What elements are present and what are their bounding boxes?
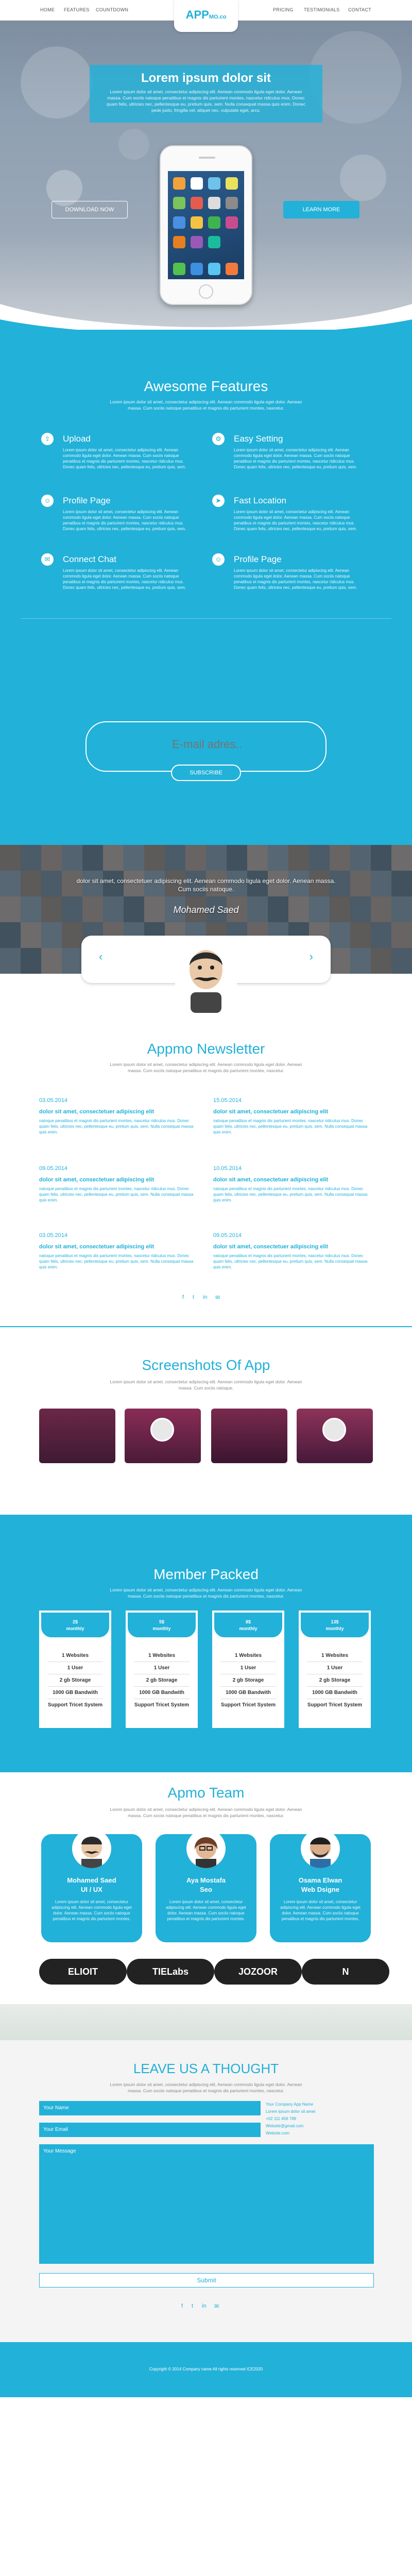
divider [220, 1686, 276, 1687]
member-role: Web Dsigne [301, 1886, 340, 1893]
plan-feature: 1 User [153, 1665, 170, 1671]
plan-price: 13$ [331, 1619, 339, 1624]
post-text: natoque penatibus et magnis dis parturient montes, nascetur ridiculus mus. Donec quam felis, ultricies nec, pellentesque eu, pretium quis, sem. Nulla consequat massa quis enim. [39, 1187, 194, 1202]
facebook-icon[interactable]: f [182, 1294, 184, 1300]
bokeh-light [309, 31, 402, 124]
chevron-right-icon[interactable]: › [309, 950, 313, 963]
feature-title: Connect Chat [63, 554, 116, 564]
nav-link-contact[interactable]: CONTACT [348, 7, 371, 12]
newsletter-section [0, 659, 412, 845]
pricing-plan[interactable] [299, 1611, 371, 1728]
plan-feature: 1000 GB Bandwith [139, 1690, 184, 1696]
divider [47, 1686, 103, 1687]
app-icon [173, 177, 185, 190]
screenshot-thumbnail[interactable] [125, 1409, 201, 1463]
member-bio: Lorem ipsum dolor sit amet, consectetur adipiscing elit. Aenean commodo ligula eget dolor. Aenean massa. Cum sociis natoque penatibus et magnis dis parturient montes. [52, 1900, 132, 1921]
post-text: natoque penatibus et magnis dis parturient montes, nascetur ridiculus mus. Donec quam felis, ultricies nec, pellentesque eu, pretium quis, sem. Nulla consequat massa quis enim. [213, 1253, 368, 1269]
nav-link-countdown[interactable]: COUNTDOWN [96, 7, 129, 12]
app-icon [191, 197, 203, 209]
plan-feature: 2 gb Storage [146, 1677, 178, 1683]
feature-text: Lorem ipsum dolor sit amet, consectetur adipiscing elit. Aenean commodo ligula eget dolor. Aenean massa. Cum sociis natoque penatibus et magnis dis parturient montes, nascetur ridiculus mus. Donec quam felis, ultricies nec, pellentesque eu, pretium quis, sem. [63, 448, 186, 469]
feature-title: Upload [63, 434, 91, 444]
section-divider [0, 289, 412, 330]
feature-title: Profile Page [63, 496, 111, 505]
post-title[interactable]: dolor sit amet, consectetuer adipiscing elit [39, 1177, 154, 1183]
subscribe-button[interactable]: SUBSCRIBE [171, 765, 241, 781]
member-name: Osama Elwan [298, 1876, 342, 1884]
plan-feature: Support Tricet System [220, 1702, 276, 1708]
phone-speaker [199, 157, 215, 159]
divider [134, 1686, 190, 1687]
email-field[interactable]: Your Email [39, 2123, 261, 2137]
team-subtitle: Lorem ipsum dolor sit amet, consectetur adipiscing elit. Aenean commodo ligula eget dolor. Aenean massa. Cum sociis natoque penatibus et magnis dis parturient montes, nascetur. [110, 1807, 302, 1818]
app-icon [208, 236, 220, 248]
user-icon: ☺ [41, 495, 54, 507]
feature-text: Lorem ipsum dolor sit amet, consectetur adipiscing elit. Aenean commodo ligula eget dolor. Aenean massa. Cum sociis natoque penatibus et magnis dis parturient montes, nascetur ridiculus mus. Donec quam felis, ultricies nec, pellentesque eu, pretium quis, sem. [234, 448, 357, 469]
contact-title: LEAVE US A THOUGHT [133, 2061, 279, 2076]
screenshot-thumbnail[interactable] [39, 1409, 115, 1463]
post-text: natoque penatibus et magnis dis parturient montes, nascetur ridiculus mus. Donec quam felis, ultricies nec, pellentesque eu, pretium quis, sem. Nulla consequat massa quis enim. [213, 1187, 368, 1202]
member-bio: Lorem ipsum dolor sit amet, consectetur adipiscing elit. Aenean commodo ligula eget dolor. Aenean massa. Cum sociis natoque penatibus et magnis dis parturient montes. [280, 1900, 360, 1921]
hero-text: Lorem ipsum dolor sit amet, consectetur adipiscing elit. Aenean commodo ligula eget dolor. Aenean massa. Cum sociis natoque penatibus et magnis dis parturient montes, nascetur ridiculus mus. Donec quam felis, ultricies nec, pellentesque eu, pretium quis, sem. Nulla consequat massa quis enim. Donec pede justo, fringilla vel, aliquet nec, vulputate eget, arcu. [107, 89, 305, 113]
testimonial-avatar [175, 941, 237, 1018]
plan-feature: 1 User [327, 1665, 343, 1671]
app-icon [226, 177, 238, 190]
member-name: Aya Mostafa [186, 1876, 226, 1884]
post-text: natoque penatibus et magnis dis parturient montes, nascetur ridiculus mus. Donec quam felis, ultricies nec, pellentesque eu, pretium quis, sem. Nulla consequat massa quis enim. [39, 1253, 194, 1269]
plan-price: 5$ [159, 1619, 164, 1624]
team-member-card [156, 1834, 256, 1942]
app-icon [208, 216, 220, 229]
album-art [322, 1418, 346, 1442]
app-icon [208, 197, 220, 209]
client-logo[interactable]: TIELabs [127, 1959, 214, 1985]
logo-sub: MO.co [209, 14, 227, 20]
contact-info-line: Website@gmail.com [266, 2124, 304, 2128]
submit-button[interactable]: Submit [39, 2273, 374, 2287]
plan-feature: 1 User [67, 1665, 83, 1671]
chat-icon: ✉ [41, 553, 54, 566]
clients-section [0, 1947, 412, 2004]
hero-banner [90, 65, 322, 123]
plan-feature: 2 gb Storage [319, 1677, 351, 1683]
post-title[interactable]: dolor sit amet, consectetuer adipiscing elit [213, 1244, 329, 1250]
team-section [0, 1772, 412, 1947]
plan-period: monthly [66, 1626, 84, 1631]
gear-icon: ⚙ [212, 433, 225, 445]
pricing-subtitle: Lorem ipsum dolor sit amet, consectetur adipiscing elit. Aenean commodo ligula eget dolor. Aenean massa. Cum sociis natoque penatibus et magnis dis parturient montes, nascetur. [110, 1587, 302, 1599]
contact-info-line: Lorem ipsum dolor sit amet [266, 2109, 316, 2114]
contact-info-line: +02 111 456 789 [266, 2116, 297, 2121]
location-icon: ➤ [212, 495, 225, 507]
blog-section [0, 1030, 412, 1345]
testimonial-quote: dolor sit amet, consectetuer adipiscing elit. Aenean commodo ligula eget dolor. Aenean massa. Cum sociis natoque. [76, 877, 336, 893]
twitter-icon[interactable]: t [193, 1294, 195, 1300]
bokeh-light [118, 129, 149, 160]
plan-feature: 1000 GB Bandwith [53, 1690, 98, 1696]
bokeh-light [340, 155, 386, 201]
member-bio: Lorem ipsum dolor sit amet, consectetur adipiscing elit. Aenean commodo ligula eget dolor. Aenean massa. Cum sociis natoque penatibus et magnis dis parturient montes. [166, 1900, 246, 1921]
twitter-icon[interactable]: t [192, 2303, 194, 2309]
app-icon [191, 263, 203, 275]
avatar [72, 1829, 111, 1868]
post-date: 09.05.2014 [213, 1232, 242, 1239]
app-icon [173, 236, 185, 248]
nav-link-pricing[interactable]: PRICING [273, 7, 294, 12]
app-icon [173, 216, 185, 229]
copyright: Copyright © 2014 Company name All rights reserved ICE2020 [149, 2367, 263, 2371]
avatar [175, 941, 237, 1018]
plan-feature: 1 Websites [234, 1653, 262, 1658]
client-logo[interactable]: ELIOIT [39, 1959, 127, 1985]
contact-info-line: Your Company App Name [266, 2102, 314, 2107]
post-date: 03.05.2014 [39, 1097, 68, 1104]
app-icon [173, 197, 185, 209]
feature-title: Fast Location [234, 496, 287, 505]
chevron-left-icon[interactable]: ‹ [99, 950, 103, 963]
pricing-plan[interactable] [212, 1611, 284, 1728]
divider [21, 618, 391, 619]
app-icon [173, 263, 185, 275]
features-title: Awesome Features [144, 378, 268, 394]
hero-section [0, 0, 412, 330]
user-icon: ☺ [212, 553, 225, 566]
pricing-plan[interactable] [126, 1611, 198, 1728]
pricing-section [0, 1515, 412, 1772]
avatar [301, 1829, 340, 1868]
blog-subtitle: Lorem ipsum dolor sit amet, consectetur adipiscing elit. Aenean commodo ligula eget dolor. Aenean massa. Cum sociis natoque penatibus et magnis dis parturient montes, nascetur. [110, 1062, 302, 1073]
linkedin-icon[interactable]: in [203, 1294, 208, 1300]
app-icon [226, 263, 238, 275]
pricing-plan[interactable] [39, 1611, 111, 1728]
email-icon[interactable]: ✉ [214, 2303, 219, 2310]
blog-title: Appmo Newsletter [147, 1041, 265, 1057]
plan-period: monthly [325, 1626, 344, 1631]
post-title[interactable]: dolor sit amet, consectetuer adipiscing elit [39, 1109, 154, 1115]
screenshots-title: Screenshots Of App [142, 1357, 270, 1373]
member-role: UI / UX [81, 1886, 102, 1893]
feature-title: Profile Page [234, 554, 282, 564]
learn-more-button[interactable]: LEARN MORE [283, 201, 359, 218]
app-icon [191, 236, 203, 248]
team-member-card [41, 1834, 142, 1942]
member-name: Mohamed Saed [67, 1876, 116, 1884]
email-field[interactable] [87, 738, 328, 751]
features-subtitle: Lorem ipsum dolor sit amet, consectetur adipiscing elit. Aenean commodo ligula eget dolor. Aenean massa. Cum sociis natoque penatibus et magnis dis parturient montes, nascetur. [110, 399, 302, 411]
footer [0, 2342, 412, 2397]
bokeh-light [21, 46, 93, 118]
feature-text: Lorem ipsum dolor sit amet, consectetur adipiscing elit. Aenean commodo ligula eget dolor. Aenean massa. Cum sociis natoque penatibus et magnis dis parturient montes, nascetur ridiculus mus. Donec quam felis, ultricies nec, pellentesque eu, pretium quis, sem. [63, 510, 186, 531]
upload-icon: ⇪ [41, 433, 54, 445]
hero-title: Lorem ipsum dolor sit [141, 71, 271, 85]
linkedin-icon[interactable]: in [202, 2303, 207, 2309]
app-icon [191, 216, 203, 229]
plan-feature: 1 Websites [61, 1653, 89, 1658]
plan-feature: Support Tricet System [47, 1702, 103, 1708]
contact-info-line: Website.com [266, 2131, 290, 2136]
nav-link-features[interactable]: FEATURES [64, 7, 90, 12]
post-date: 03.05.2014 [39, 1232, 68, 1239]
member-role: Seo [200, 1886, 212, 1893]
plan-header [212, 1611, 284, 1639]
plan-period: monthly [239, 1626, 258, 1631]
nav-link-testimonials[interactable]: TESTIMONIALS [304, 7, 340, 12]
plan-feature: Support Tricet System [134, 1702, 190, 1708]
logo[interactable] [174, 0, 238, 32]
phone-screen [168, 171, 244, 279]
pricing-title: Member Packed [153, 1566, 259, 1582]
plan-feature: 1 User [240, 1665, 256, 1671]
phone-mockup [160, 145, 252, 305]
team-title: Apmo Team [167, 1785, 245, 1801]
download-now-button[interactable]: DOWNLOAD NOW [52, 201, 128, 218]
feature-text: Lorem ipsum dolor sit amet, consectetur adipiscing elit. Aenean commodo ligula eget dolor. Aenean massa. Cum sociis natoque penatibus et magnis dis parturient montes, nascetur ridiculus mus. Donec quam felis, ultricies nec, pellentesque eu, pretium quis, sem. [234, 568, 357, 590]
post-title[interactable]: dolor sit amet, consectetuer adipiscing elit [39, 1244, 154, 1250]
testimonial-name: Mohamed Saed [173, 905, 239, 915]
feature-text: Lorem ipsum dolor sit amet, consectetur adipiscing elit. Aenean commodo ligula eget dolor. Aenean massa. Cum sociis natoque penatibus et magnis dis parturient montes, nascetur ridiculus mus. Donec quam felis, ultricies nec, pellentesque eu, pretium quis, sem. [234, 510, 357, 531]
avatar [186, 1829, 226, 1868]
feature-text: Lorem ipsum dolor sit amet, consectetur adipiscing elit. Aenean commodo ligula eget dolor. Aenean massa. Cum sociis natoque penatibus et magnis dis parturient montes, nascetur ridiculus mus. Donec quam felis, ultricies nec, pellentesque eu, pretium quis, sem. [63, 568, 186, 590]
team-member-card [270, 1834, 371, 1942]
app-icon [208, 263, 220, 275]
plan-header [299, 1611, 371, 1639]
post-title[interactable]: dolor sit amet, consectetuer adipiscing elit [213, 1177, 329, 1183]
plan-period: monthly [152, 1626, 171, 1631]
feature-title: Easy Setting [234, 434, 283, 444]
contact-section [0, 2040, 412, 2342]
plan-feature: 1 Websites [148, 1653, 176, 1658]
plan-price: 2$ [72, 1619, 78, 1624]
plan-feature: 2 gb Storage [59, 1677, 91, 1683]
album-art [150, 1418, 174, 1442]
map-strip[interactable] [0, 2004, 412, 2040]
post-date: 10.05.2014 [213, 1165, 242, 1172]
plan-feature: 1000 GB Bandwith [226, 1690, 271, 1696]
post-date: 15.05.2014 [213, 1097, 242, 1104]
divider [0, 1326, 412, 1327]
client-logo[interactable]: JOZOOR [214, 1959, 302, 1985]
app-icon [226, 197, 238, 209]
plan-feature: 1000 GB Bandwith [312, 1690, 357, 1696]
screenshot-thumbnail[interactable] [297, 1409, 373, 1463]
plan-feature: Support Tricet System [307, 1702, 363, 1708]
divider [307, 1686, 363, 1687]
name-field[interactable]: Your Name [39, 2101, 261, 2115]
plan-price: 8$ [245, 1619, 251, 1624]
contact-subtitle: Lorem ipsum dolor sit amet, consectetur adipiscing elit. Aenean commodo ligula eget dolor. Aenean massa. Cum sociis natoque penatibus et magnis dis parturient montes, nascetur. [110, 2082, 302, 2093]
app-icon [208, 177, 220, 190]
message-field[interactable]: Your Message [39, 2144, 374, 2264]
logo-main: APP [185, 8, 209, 21]
screenshots-subtitle: Lorem ipsum dolor sit amet, consectetur adipiscing elit. Aenean commodo ligula eget dolor. Aenean massa. Cum sociis natoque. [110, 1379, 302, 1391]
plan-feature: 1 Websites [321, 1653, 349, 1658]
plan-feature: 2 gb Storage [232, 1677, 264, 1683]
app-icon [191, 177, 203, 190]
nav-link-home[interactable]: HOME [40, 7, 55, 12]
post-text: natoque penatibus et magnis dis parturient montes, nascetur ridiculus mus. Donec quam felis, ultricies nec, pellentesque eu, pretium quis, sem. Nulla consequat massa quis enim. [39, 1118, 194, 1134]
screenshot-thumbnail[interactable] [211, 1409, 287, 1463]
screenshots-section [0, 1345, 412, 1515]
plan-header [39, 1611, 111, 1639]
app-icon [226, 216, 238, 229]
testimonial-section [0, 845, 412, 1030]
client-logo[interactable]: N [302, 1959, 389, 1985]
post-date: 09.05.2014 [39, 1165, 68, 1172]
post-title[interactable]: dolor sit amet, consectetuer adipiscing elit [213, 1109, 329, 1115]
post-text: natoque penatibus et magnis dis parturient montes, nascetur ridiculus mus. Donec quam felis, ultricies nec, pellentesque eu, pretium quis, sem. Nulla consequat massa quis enim. [213, 1118, 368, 1134]
email-icon[interactable]: ✉ [215, 1295, 220, 1301]
facebook-icon[interactable]: f [181, 2303, 183, 2309]
plan-header [126, 1611, 198, 1639]
